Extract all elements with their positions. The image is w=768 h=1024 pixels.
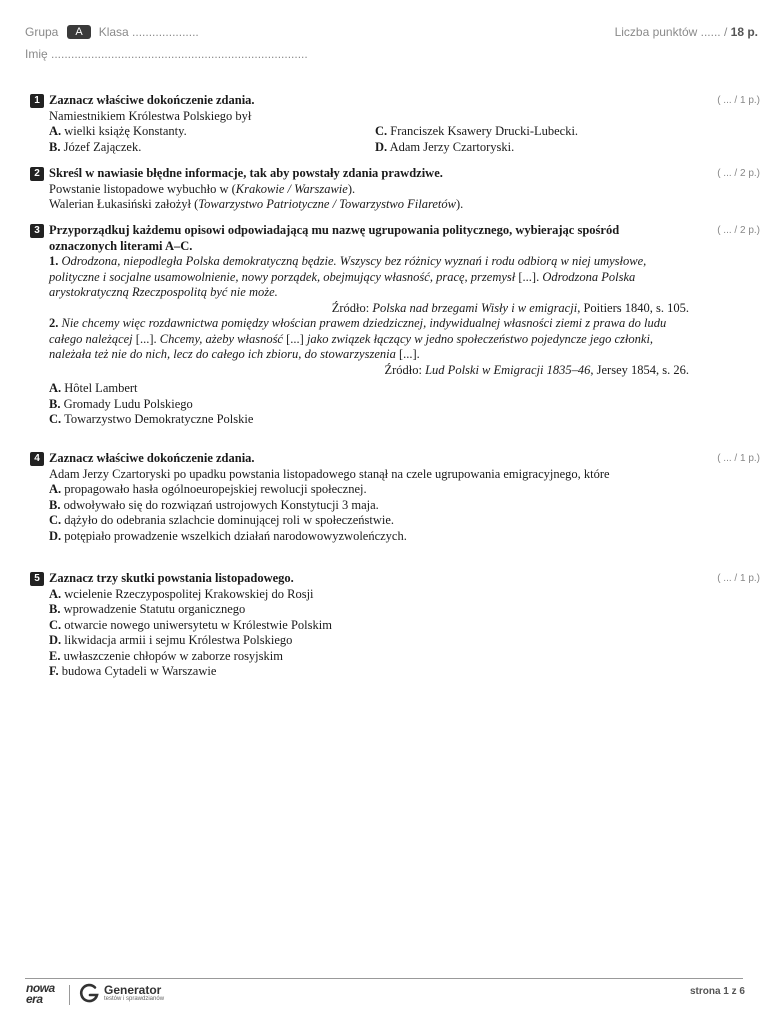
page-number: strona 1 z 6 [689,986,745,997]
generator-g-icon [78,982,100,1004]
task-question: Zaznacz właściwe dokończenie zdania. [49,93,255,107]
option-a[interactable]: A. Hôtel Lambert [49,381,138,395]
footer-separator [69,985,70,1005]
source-2: Źródło: Lud Polski w Emigracji 1835–46, Jersey 1854, s. 26. [384,362,689,377]
option-f[interactable]: F. budowa Cytadeli w Warszawie [49,664,217,678]
option-d[interactable]: D. Adam Jerzy Czartoryski. [375,139,515,154]
task-question: Zaznacz trzy skutki powstania listopadowego. [49,571,294,585]
option-c[interactable]: C. otwarcie nowego uniwersytetu w Królestwie Polskim [49,617,332,632]
options-list [49,381,689,428]
statement-2[interactable]: Walerian Łukasiński założył (Towarzystwo Patriotyczne / Towarzystwo Filaretów). [49,197,464,211]
option-c[interactable]: C. Franciszek Ksawery Drucki-Lubecki. [375,124,579,138]
option-e[interactable]: E. uwłaszczenie chłopów w zaborze rosyjskim [49,648,283,663]
description-1: 1. Odrodzona, niepodległa Polska demokratyczną będzie. Wszyscy bez różnicy wyznań i rodu odbiorą w niej umysłowe, polityczne i socjalne usamowolnienie, nowy porządek, obejmujący własność, pracę, przemysł [...]. Odrodzona Polska arystokratyczną Rzeczpospolitą być nie może. [49,254,647,299]
task-4 [30,451,760,544]
task-number: 3 [30,224,44,238]
task-points: ( ... / 1 p.) [717,573,760,584]
task-5 [30,571,760,680]
task-number: 4 [30,452,44,466]
name-field: Imię ............................................................................. [25,47,308,61]
task-question: Przyporządkuj każdemu opisowi odpowiadającą mu nazwę ugrupowania politycznego, wybierając spośród oznaczonych literami A–C. [49,223,620,253]
description-2: 2. Nie chcemy więc rozdawnictwa pomiędzy włościan prawem dziedzicznej, indywidualnej własności ziemi z prawa do ludu całego należącej [...]. Chcemy, ażeby własność [...] jako związek łączący w jedno społeczeństwo pojedyncze jego członki, należała też nie do nich, lecz do całego ich zbioru, do stowarzyszenia [...]. [49,316,667,361]
class-label: Klasa .................... [98,25,199,39]
task-question: Skreśl w nawiasie błędne informacje, tak aby powstały zdania prawdziwe. [49,166,443,180]
option-b[interactable]: B. odwoływało się do rozwiązań ustrojowych Konstytucji 3 maja. [49,497,379,512]
nowa-era-logo: nowa era [26,981,55,1006]
task-number: 5 [30,572,44,586]
group-field [25,25,199,39]
task-question: Zaznacz właściwe dokończenie zdania. [49,451,255,465]
option-b[interactable]: B. Józef Zajączek. [49,139,142,154]
statement-1[interactable]: Powstanie listopadowe wybuchło w (Krakowie / Warszawie). [49,181,356,196]
source-1: Źródło: Polska nad brzegami Wisły i w emigracji, Poitiers 1840, s. 105. [331,300,689,315]
option-b[interactable]: B. Gromady Ludu Polskiego [49,396,193,411]
option-a[interactable]: A. wcielenie Rzeczypospolitej Krakowskiej do Rosji [49,586,314,601]
footer-divider [25,978,743,979]
group-badge: A [67,25,90,39]
group-label: Grupa [25,25,59,39]
task-points: ( ... / 2 p.) [717,168,760,179]
task-2 [30,166,760,213]
points-label: Liczba punktów ...... / [614,25,728,39]
task-points: ( ... / 1 p.) [717,453,760,464]
task-stem: Namiestnikiem Królestwa Polskiego był [49,108,252,123]
task-number: 2 [30,167,44,181]
task-stem: Adam Jerzy Czartoryski po upadku powstania listopadowego stanął na czele ugrupowania emigracyjnego, które [49,466,610,481]
generator-title: Generator [104,983,162,997]
options-grid [49,124,689,155]
option-a[interactable]: A. propagowało hasła ogólnoeuropejskiej rewolucji społecznej. [49,482,367,496]
option-b[interactable]: B. wprowadzenie Statutu organicznego [49,602,246,616]
option-d[interactable]: D. potępiało prowadzenie wszelkich działań narodowowyzwoleńczych. [49,528,407,543]
option-a[interactable]: A. wielki książę Konstanty. [49,124,187,138]
task-3 [30,223,760,428]
generator-subtitle: testów i sprawdzianów [104,996,165,1002]
task-points: ( ... / 1 p.) [717,95,760,106]
option-c[interactable]: C. Towarzystwo Demokratyczne Polskie [49,412,254,426]
points-total: 18 p. [730,25,758,39]
task-number: 1 [30,94,44,108]
option-d[interactable]: D. likwidacja armii i sejmu Królestwa Polskiego [49,633,293,647]
task-1 [30,93,760,155]
option-c[interactable]: C. dążyło do odebrania szlachcie dominującej roli w społeczeństwie. [49,513,395,527]
task-points: ( ... / 2 p.) [717,225,760,236]
total-points [615,25,758,39]
